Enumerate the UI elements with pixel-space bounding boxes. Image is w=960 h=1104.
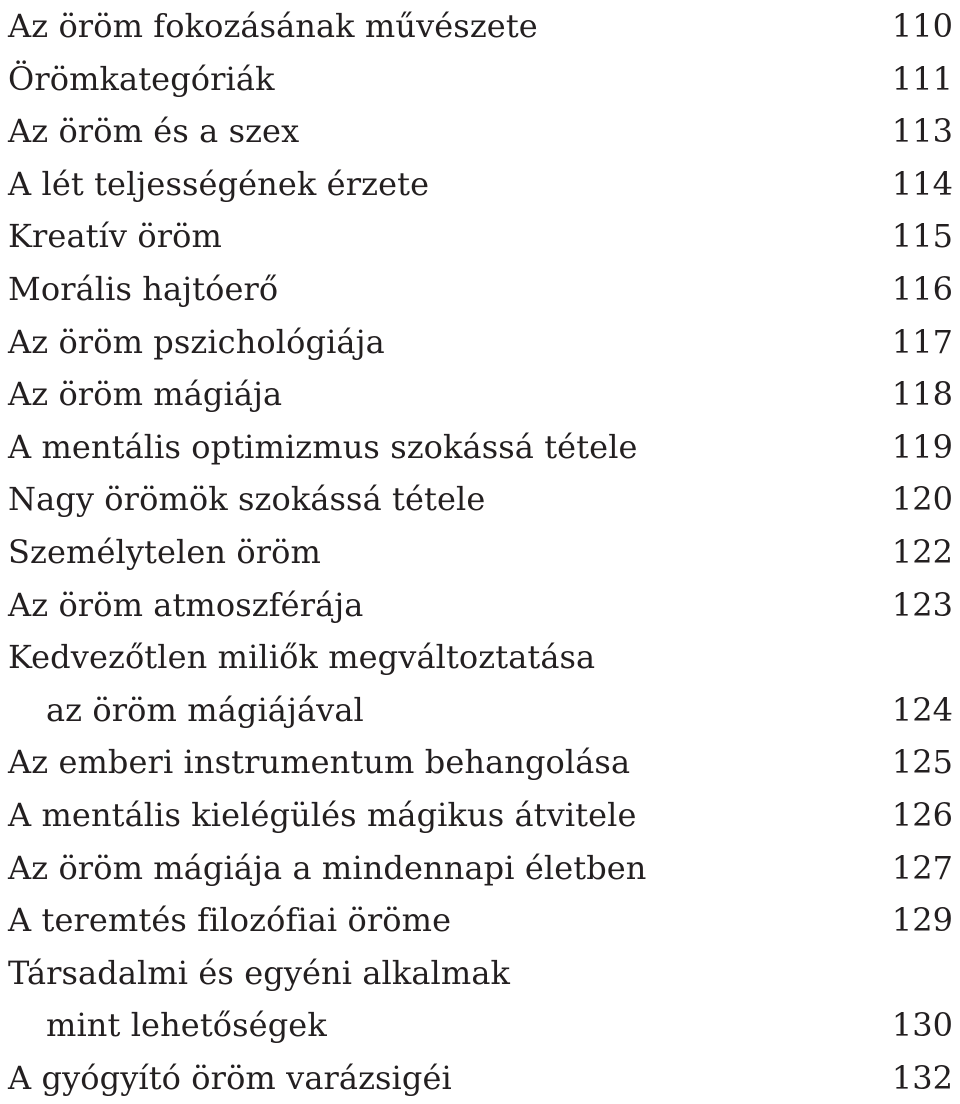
toc-entry — [8, 368, 953, 421]
toc-entry — [8, 421, 953, 474]
toc-entry-title: Az öröm mágiája — [8, 375, 283, 414]
toc-entry-page: 119 — [891, 427, 953, 466]
toc-entry-title: Az öröm pszichológiája — [8, 322, 385, 361]
toc-entry-page: 124 — [891, 690, 953, 729]
toc-entry — [8, 316, 953, 369]
toc-entry-title: A lét teljességének érzete — [8, 164, 430, 203]
toc-entry-title: Társadalmi és egyéni alkalmak — [8, 953, 510, 992]
toc-entry — [8, 579, 953, 632]
toc-entry-title: A mentális kielégülés mágikus átvitele — [8, 795, 637, 834]
toc-entry — [8, 53, 953, 106]
toc-entry-page: 110 — [891, 7, 953, 45]
toc-entry — [8, 789, 953, 842]
toc-entry — [8, 0, 953, 53]
toc-entry-page: 129 — [891, 901, 953, 940]
toc-entry-title: Nagy örömök szokássá tétele — [8, 480, 486, 519]
toc-entry-page: 123 — [891, 585, 953, 624]
toc-entry-title: Az emberi instrumentum behangolása — [8, 743, 631, 782]
toc-entry-title: Az öröm fokozásának művészete — [8, 7, 538, 45]
toc-entry-title: az öröm mágiájával — [46, 690, 364, 729]
toc-entry-page: 125 — [891, 743, 953, 782]
toc-entry-title: A gyógyító öröm varázsigéi — [8, 1058, 452, 1097]
toc-entry — [8, 210, 953, 263]
toc-entry-title: mint lehetőségek — [46, 1006, 327, 1045]
toc-entry — [8, 1052, 953, 1104]
toc-entry-page: 116 — [891, 269, 953, 308]
toc-entry — [8, 526, 953, 579]
toc-entry-page: 120 — [891, 480, 953, 519]
toc-entry — [8, 473, 953, 526]
toc-entry — [8, 736, 953, 789]
toc-entry — [8, 947, 953, 1000]
toc-entry-page: 113 — [891, 112, 953, 151]
toc-entry-title: Kreatív öröm — [8, 217, 222, 256]
toc-entry-page: 115 — [891, 217, 953, 256]
toc-entry — [8, 158, 953, 211]
toc-entry-title: Kedvezőtlen miliők megváltoztatása — [8, 638, 596, 677]
toc-entry-title: Az öröm mágiája a mindennapi életben — [8, 848, 647, 887]
toc-entry-continuation — [8, 684, 953, 737]
toc-entry-title: A mentális optimizmus szokássá tétele — [8, 427, 638, 466]
toc-entry — [8, 631, 953, 684]
toc-entry-page: 126 — [891, 795, 953, 834]
table-of-contents — [8, 0, 953, 1104]
toc-entry — [8, 263, 953, 316]
toc-entry-page: 127 — [891, 848, 953, 887]
toc-entry-page: 111 — [891, 59, 953, 98]
toc-entry-title: Személytelen öröm — [8, 532, 321, 571]
toc-entry — [8, 842, 953, 895]
toc-entry — [8, 105, 953, 158]
toc-entry-title: A teremtés filozófiai öröme — [8, 901, 452, 940]
toc-entry-page: 118 — [891, 375, 953, 414]
toc-entry-title: Örömkategóriák — [8, 59, 275, 98]
toc-entry-title: Morális hajtóerő — [8, 269, 279, 308]
toc-entry-page: 122 — [891, 532, 953, 571]
toc-entry-continuation — [8, 999, 953, 1052]
toc-entry-page: 117 — [891, 322, 953, 361]
toc-entry-page: 114 — [891, 164, 953, 203]
toc-entry-title: Az öröm atmoszférája — [8, 585, 364, 624]
toc-entry — [8, 894, 953, 947]
toc-entry-title: Az öröm és a szex — [8, 112, 300, 151]
toc-entry-page: 132 — [891, 1058, 953, 1097]
toc-entry-page: 130 — [891, 1006, 953, 1045]
